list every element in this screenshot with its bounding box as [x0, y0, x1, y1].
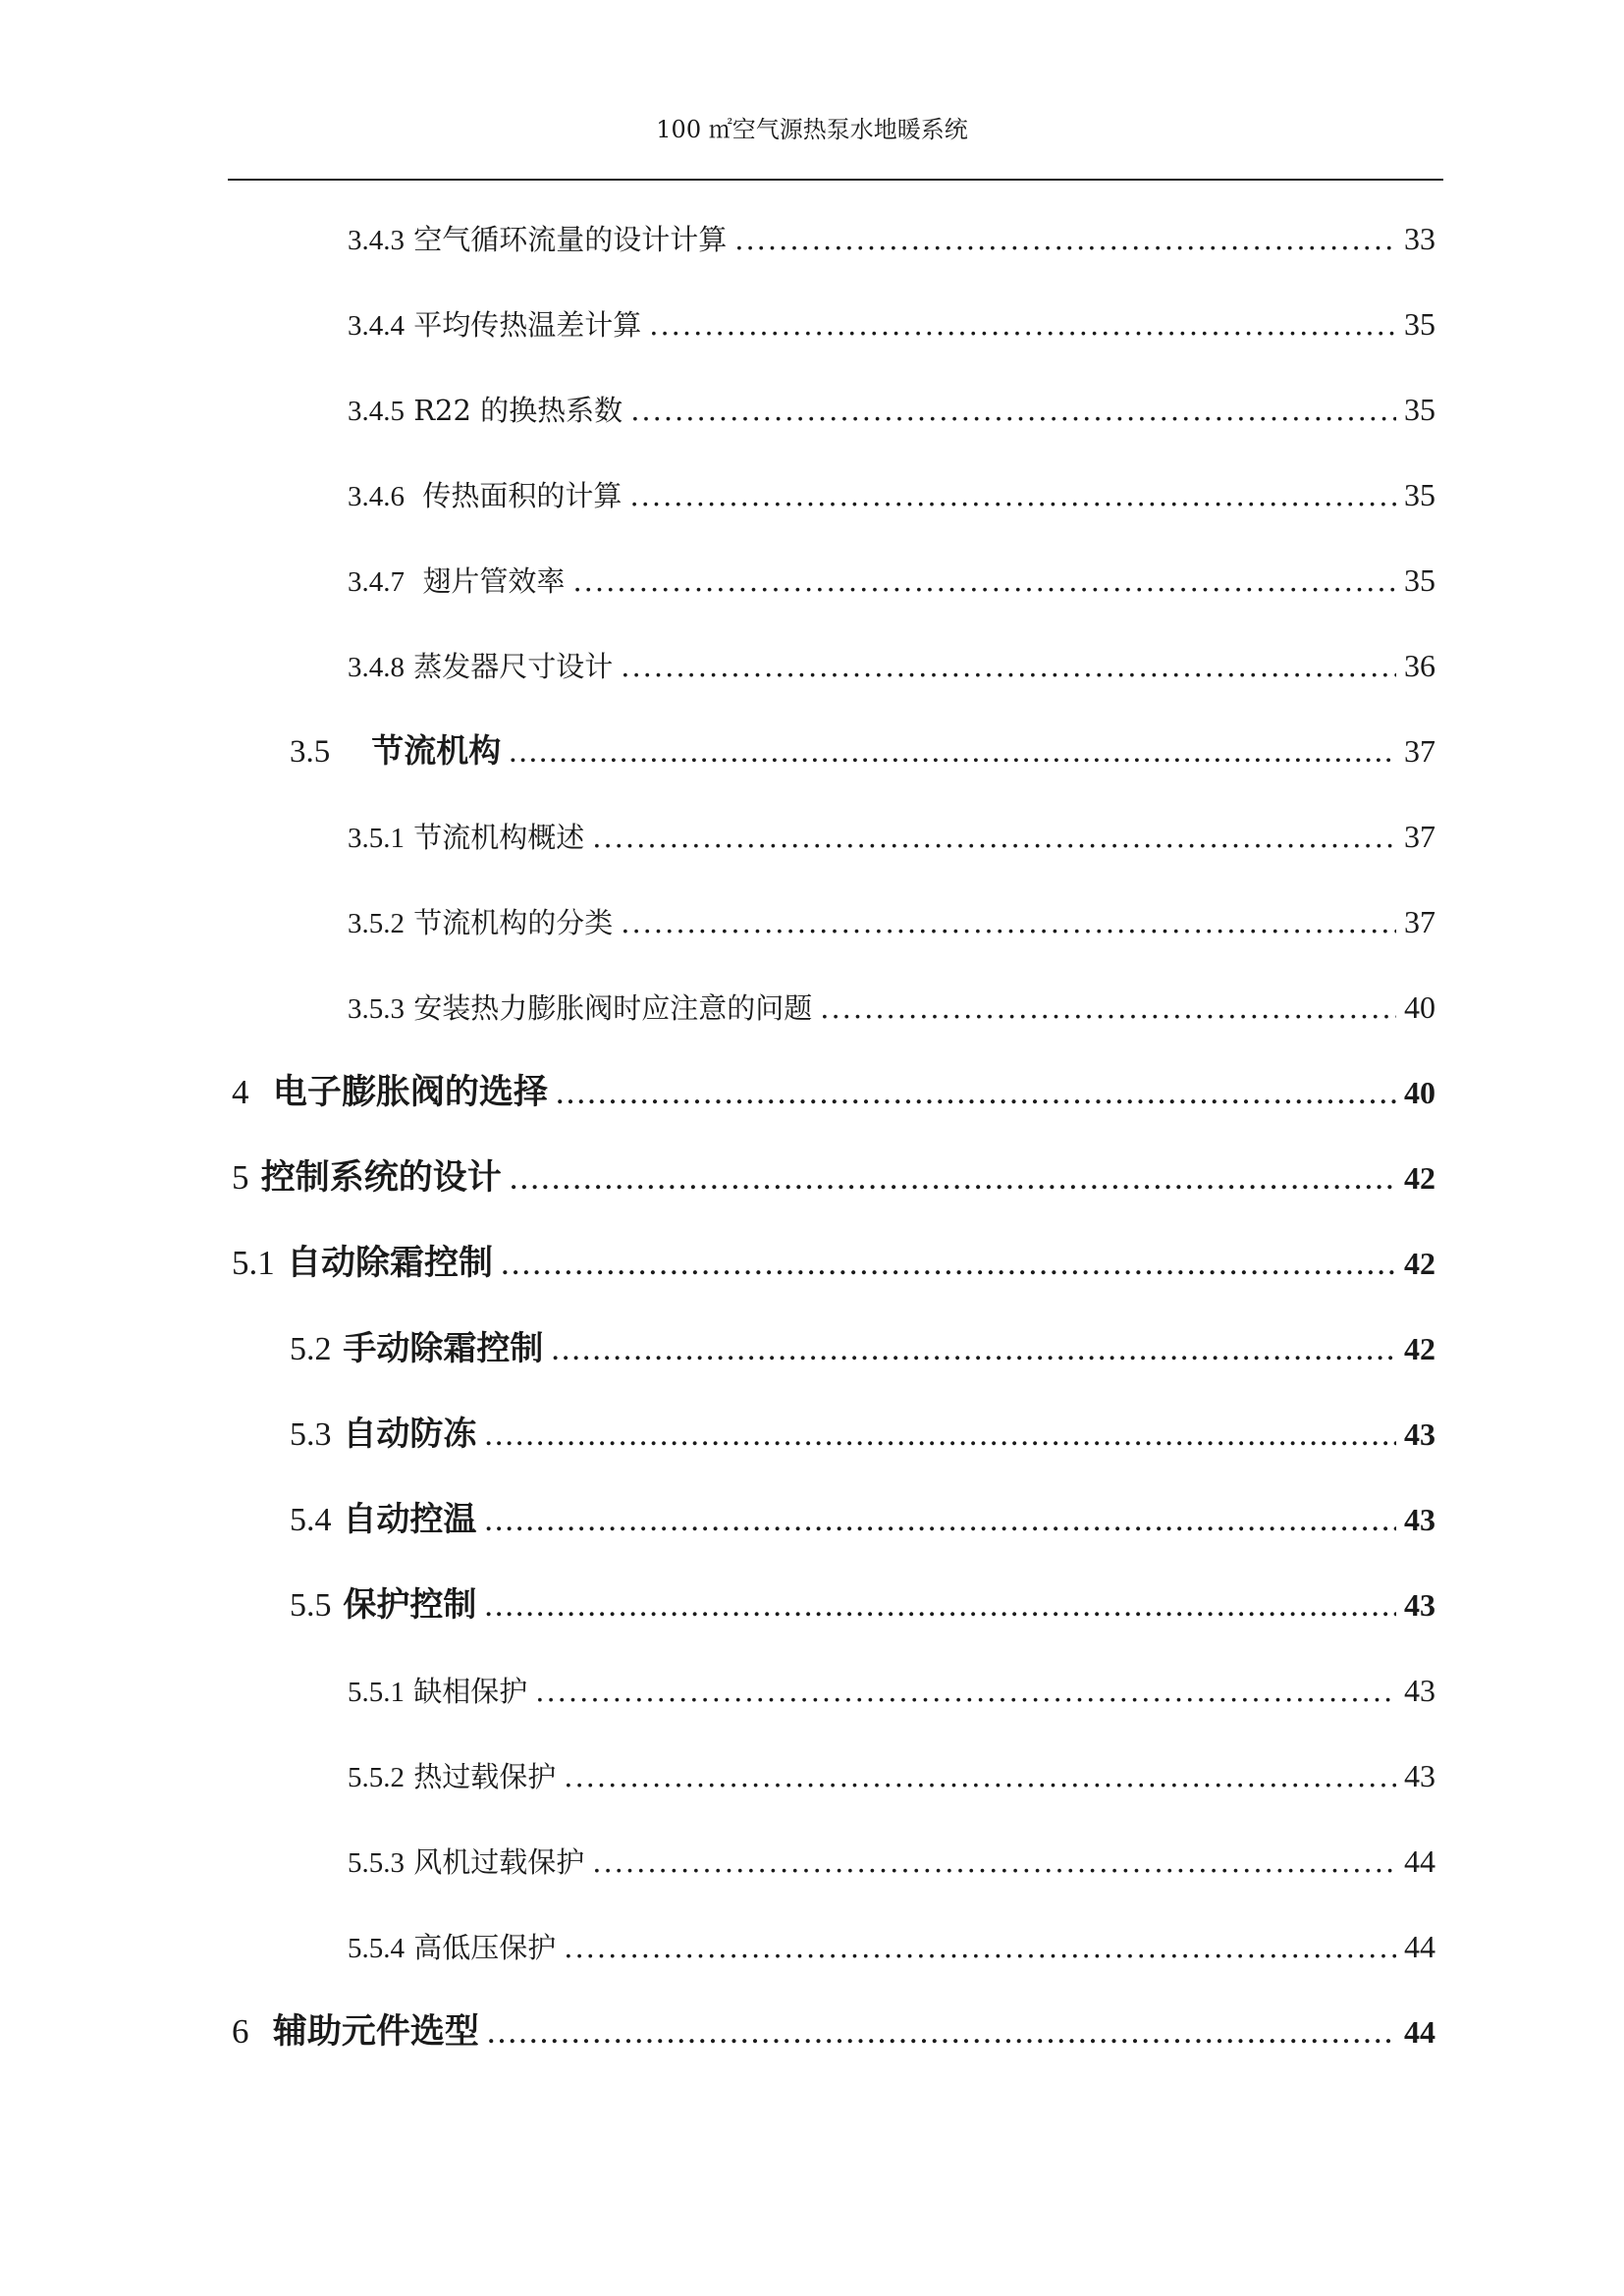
toc-page-number: 43 [1404, 1758, 1435, 1793]
header-rule [228, 179, 1443, 181]
toc-number: 5.5.1 [348, 1677, 405, 1708]
toc-title: 自动除霜控制 [286, 1244, 493, 1283]
toc-entry-4[interactable] [232, 1063, 1435, 1122]
toc-title: 节流机构概述 [413, 821, 585, 854]
toc-entry-6[interactable] [232, 2002, 1435, 2061]
toc-number: 3.4.8 [348, 652, 405, 683]
toc-title: 热过载保护 [413, 1760, 557, 1793]
toc-number: 3.4.6 [348, 481, 405, 512]
toc-entry-5-3[interactable] [290, 1405, 1435, 1464]
toc-entry-5-5-1[interactable] [348, 1661, 1435, 1720]
toc-leader [649, 295, 1396, 354]
toc-number: 5.2 [290, 1331, 332, 1367]
toc-leader [621, 637, 1396, 696]
toc-leader [484, 1406, 1396, 1465]
toc-entry-3-4-5[interactable] [348, 380, 1435, 439]
toc-number: 3.5.1 [348, 823, 405, 854]
toc-entry-5-1[interactable] [232, 1234, 1435, 1293]
toc-page-number: 42 [1404, 1331, 1435, 1366]
toc-page-number: 37 [1404, 819, 1435, 854]
toc-page-number: 36 [1404, 648, 1435, 683]
toc-leader [734, 210, 1396, 269]
toc-title: 辅助元件选型 [272, 2012, 479, 2052]
toc-entry-5-2[interactable] [290, 1319, 1435, 1378]
toc-number: 3.4.7 [348, 566, 405, 598]
toc-title: 翅片管效率 [413, 564, 566, 598]
toc-page-number: 44 [1404, 2014, 1435, 2050]
toc-entry-3-4-8[interactable] [348, 636, 1435, 695]
toc-title: R22 的换热系数 [413, 394, 623, 427]
toc-entry-3-4-4[interactable] [348, 294, 1435, 353]
toc-number: 5.3 [290, 1416, 332, 1453]
toc-title: 风机过载保护 [413, 1845, 585, 1879]
toc-leader [564, 1918, 1396, 1977]
toc-number: 3.5 [290, 734, 331, 770]
running-header: 100 ㎡空气源热泵水地暖系统 [656, 116, 968, 143]
toc-entry-5-4[interactable] [290, 1490, 1435, 1549]
toc-page-number: 40 [1404, 989, 1435, 1025]
toc-leader [592, 1833, 1396, 1892]
toc-page-number: 37 [1404, 733, 1435, 769]
toc-leader [535, 1662, 1396, 1721]
toc-leader [564, 1747, 1396, 1806]
toc-page-number: 35 [1404, 562, 1435, 598]
toc-page-number: 42 [1404, 1246, 1435, 1281]
toc-number: 3.5.2 [348, 908, 405, 939]
toc-leader [487, 2002, 1396, 2061]
toc-number: 3.5.3 [348, 993, 405, 1025]
toc-leader [484, 1491, 1396, 1550]
toc-page-number: 44 [1404, 1929, 1435, 1964]
toc-title: 节流机构的分类 [413, 906, 614, 939]
toc-entry-3-4-7[interactable] [348, 551, 1435, 610]
toc-page-number: 33 [1404, 221, 1435, 256]
toc-title: 自动控温 [343, 1500, 477, 1539]
toc-title: 蒸发器尺寸设计 [413, 650, 614, 683]
toc-page-number: 43 [1404, 1673, 1435, 1708]
toc-leader [484, 1576, 1396, 1635]
toc-page-number: 40 [1404, 1075, 1435, 1110]
toc-number: 5.4 [290, 1502, 332, 1538]
toc-page-number: 42 [1404, 1160, 1435, 1196]
toc-leader [551, 1320, 1396, 1379]
toc-title: 手动除霜控制 [343, 1329, 544, 1368]
toc-leader [592, 808, 1396, 867]
toc-number: 3.4.5 [348, 396, 405, 427]
toc-number: 3.4.3 [348, 225, 405, 256]
toc-title: 空气循环流量的设计计算 [413, 223, 728, 256]
toc-page-number: 43 [1404, 1416, 1435, 1452]
toc-page-number: 44 [1404, 1843, 1435, 1879]
toc-leader [621, 893, 1396, 952]
toc-title: 传热面积的计算 [413, 479, 623, 512]
toc-number: 5.5.3 [348, 1847, 405, 1879]
toc-page-number: 35 [1404, 477, 1435, 512]
toc-title: 控制系统的设计 [260, 1158, 502, 1198]
toc-page-number: 43 [1404, 1587, 1435, 1623]
toc-page-number: 35 [1404, 306, 1435, 342]
toc-entry-3-4-3[interactable] [348, 209, 1435, 268]
toc-leader [509, 722, 1396, 781]
toc-title: 平均传热温差计算 [413, 308, 642, 342]
toc-title: 电子膨胀阀的选择 [272, 1073, 548, 1112]
toc-entry-5[interactable] [232, 1148, 1435, 1207]
toc-title: 缺相保护 [413, 1675, 528, 1708]
toc-entry-3-5-3[interactable] [348, 978, 1435, 1037]
toc-title: 保护控制 [343, 1585, 477, 1625]
toc-entry-3-5-1[interactable] [348, 807, 1435, 866]
toc-number: 3.4.4 [348, 310, 405, 342]
toc-leader [510, 1148, 1396, 1207]
toc-leader [501, 1234, 1396, 1293]
toc-number: 5.5 [290, 1587, 332, 1624]
toc-number: 5 [232, 1158, 249, 1197]
toc-entry-3-4-6[interactable] [348, 465, 1435, 524]
toc-page-number: 35 [1404, 392, 1435, 427]
toc-entry-3-5[interactable] [290, 721, 1435, 780]
toc-number: 5.5.4 [348, 1933, 405, 1964]
toc-leader [630, 381, 1396, 440]
toc-leader [629, 466, 1396, 525]
toc-entry-5-5-2[interactable] [348, 1746, 1435, 1805]
toc-title: 高低压保护 [413, 1931, 557, 1964]
toc-leader [556, 1063, 1396, 1122]
toc-title: 节流机构 [371, 731, 502, 770]
toc-page-number: 43 [1404, 1502, 1435, 1537]
toc-entry-3-5-2[interactable] [348, 892, 1435, 951]
toc-leader [572, 552, 1396, 611]
toc-entry-5-5-4[interactable] [348, 1917, 1435, 1976]
toc-page-number: 37 [1404, 904, 1435, 939]
toc-entry-5-5-3[interactable] [348, 1832, 1435, 1891]
toc-number: 4 [232, 1073, 249, 1111]
toc-title: 自动防冻 [343, 1415, 477, 1454]
toc-title: 安装热力膨胀阀时应注意的问题 [413, 991, 813, 1025]
toc-number: 5.1 [232, 1244, 275, 1282]
toc-number: 5.5.2 [348, 1762, 405, 1793]
toc-leader [820, 979, 1396, 1038]
toc-entry-5-5[interactable] [290, 1575, 1435, 1634]
toc-number: 6 [232, 2012, 249, 2051]
